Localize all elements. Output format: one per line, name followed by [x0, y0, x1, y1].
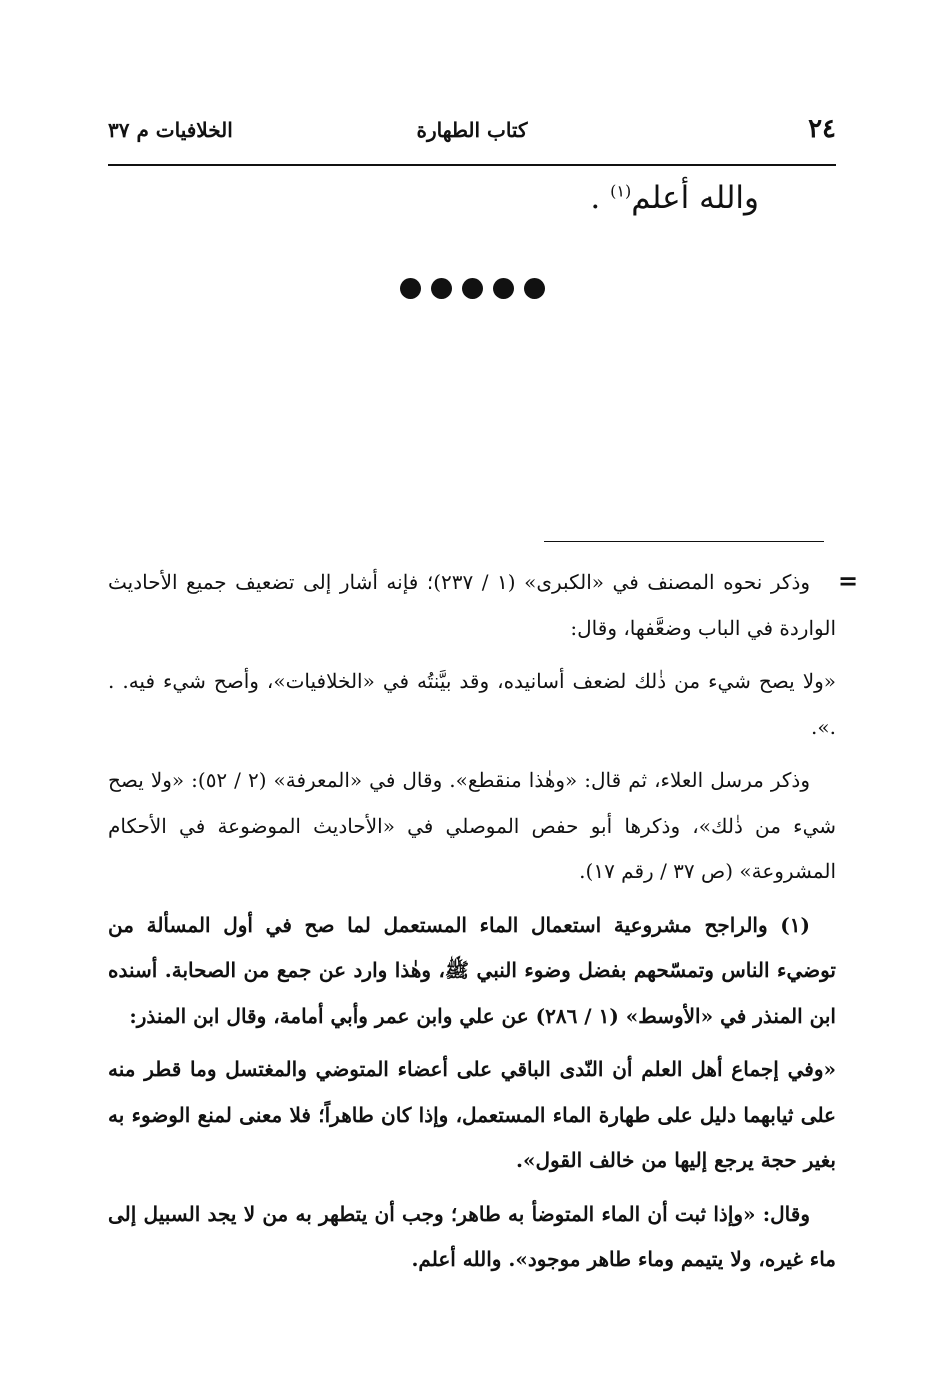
footnote-1: (١) والراجح مشروعية استعمال الماء المستعمل لما صح في أول المسألة من توضيء الناس وتمسّحهم بفضل وضوء النبي ﷺ، وهٰذا وارد عن جمع من الصحابة. أسنده ابن المنذر في «الأوسط» (١ / ٢٨٦) عن علي وابن عمر وأبي أمامة، وقال ابن المنذر: — [108, 912, 836, 1028]
closing-text: والله أعلم — [631, 180, 759, 216]
footnote-paragraph: وقال: «وإذا ثبت أن الماء المتوضأ به طاهر؛ وجب أن يتطهر به من لا يجد السبيل إلى ماء غيره، ولا يتيمم وماء طاهر موجود». والله أعلم. — [108, 1201, 836, 1271]
separator-dot — [431, 278, 452, 299]
continuation-mark: = — [838, 566, 859, 595]
footnote-ref: (١) — [610, 181, 632, 201]
separator-dot — [493, 278, 514, 299]
footnotes — [108, 560, 836, 1291]
footnote-quote: «ولا يصح شيء من ذٰلك لضعف أسانيده، وقد بيَّنتُه في «الخلافيات»، وأصح شيء فيه. . .». — [108, 669, 836, 739]
header-rule — [108, 164, 836, 166]
footnote-quote: «وفي إجماع أهل العلم أن النّدى الباقي على أعضاء المتوضي والمغتسل وما قطر منه على ثيابهما دليل على طهارة الماء المستعمل، وإذا كان طاهراً؛ فلا معنى لمنع الوضوء به بغير حجة يرجع إليها من خالف القول». — [108, 1057, 836, 1172]
footnote-rule — [544, 541, 824, 542]
footnote-paragraph: وذكر نحوه المصنف في «الكبرى» (١ / ٢٣٧)؛ فإنه أشار إلى تضعيف جميع الأحاديث الواردة في الباب وضعَّفها، وقال: — [108, 570, 836, 640]
footnote-paragraph: وذكر مرسل العلاء، ثم قال: «وهٰذا منقطع». وقال في «المعرفة» (٢ / ٥٢): «ولا يصح شيء من ذٰلك»، وذكرها أبو حفص الموصلي في «الأحاديث الموضوعة في الأحكام المشروعة» (ص ٣٧ / رقم ١٧). — [108, 768, 836, 883]
closing-end: . — [590, 180, 611, 216]
separator-dot — [400, 278, 421, 299]
page-header — [108, 114, 836, 154]
page-number: ٢٤ — [808, 114, 836, 144]
signature-mark: الخلافيات م ٣٧ — [108, 118, 233, 142]
section-separator — [400, 278, 545, 304]
closing-line — [590, 180, 759, 216]
separator-dot — [524, 278, 545, 299]
running-title: كتاب الطهارة — [416, 118, 528, 142]
separator-dot — [462, 278, 483, 299]
